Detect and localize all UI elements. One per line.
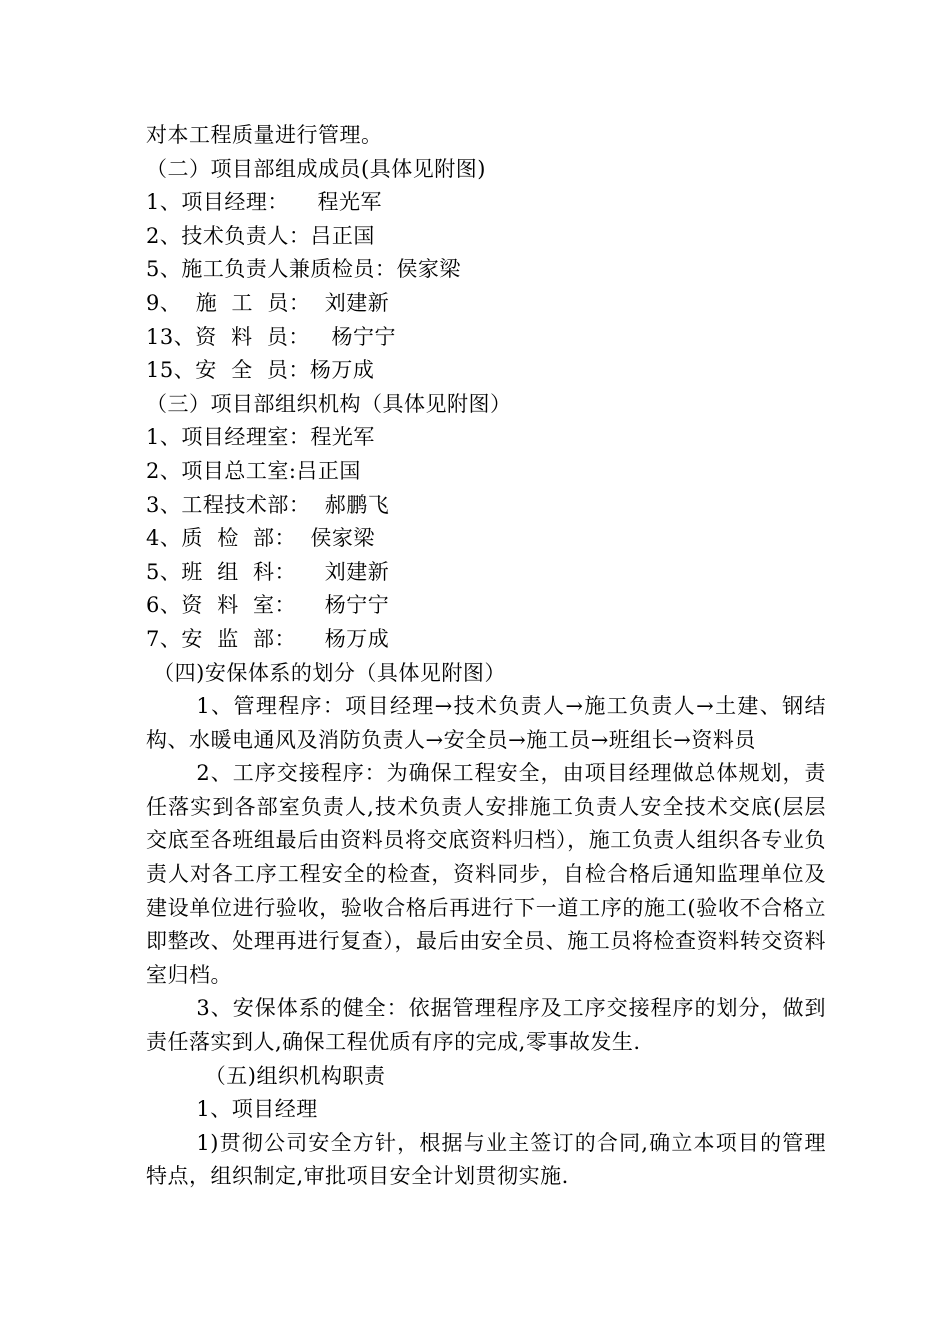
org-line: 6、资 料 室： 杨宁宁 <box>146 593 390 618</box>
paragraph-security-system: 3、安保体系的健全：依据管理程序及工序交接程序的划分，做到责任落实到人,确保工程优质有序的完成,零事故发生. <box>146 996 826 1055</box>
section-heading: （五)组织机构职责 <box>204 1063 386 1088</box>
document-body <box>146 119 826 1194</box>
section-heading: （四)安保体系的划分（具体见附图） <box>146 660 506 685</box>
paragraph-manager-duty: 1)贯彻公司安全方针，根据与业主签订的合同,确立本项目的管理特点，组织制定,审批项目安全计划贯彻实施. <box>146 1130 826 1189</box>
org-line: 4、质 检 部： 侯家梁 <box>146 526 375 551</box>
section-heading: （三）项目部组织机构（具体见附图） <box>146 391 512 416</box>
member-line: 13、资 料 员： 杨宁宁 <box>146 324 396 349</box>
org-line: 1、项目经理室：程光军 <box>146 425 375 450</box>
section-heading: （二）项目部组成成员(具体见附图) <box>146 156 486 181</box>
subsection-heading: 1、项目经理 <box>196 1097 318 1122</box>
org-line: 5、班 组 科： 刘建新 <box>146 559 390 584</box>
member-line: 2、技术负责人：吕正国 <box>146 223 375 248</box>
paragraph-handover-procedure: 2、工序交接程序：为确保工程安全，由项目经理做总体规划，责任落实到各部室负责人,技术负责人安排施工负责人安全技术交底(层层交底至各班组最后由资料员将交底资料归档），施工负责人组织各专业负责人对各工序工程安全的检查，资料同步，自检合格后通知监理单位及建设单位进行验收，验收合格后再进行下一道工序的施工(验收不合格立即整改、处理再进行复查），最后由安全员、施工员将检查资料转交资料室归档。 <box>146 761 826 987</box>
member-line: 15、安 全 员：杨万成 <box>146 358 375 383</box>
member-line: 1、项目经理： 程光军 <box>146 190 383 215</box>
org-line: 2、项目总工室:吕正国 <box>146 458 361 483</box>
org-line: 3、工程技术部： 郝鹏飞 <box>146 492 390 517</box>
org-line: 7、安 监 部： 杨万成 <box>146 626 390 651</box>
text-line: 对本工程质量进行管理。 <box>146 123 383 147</box>
paragraph-management-procedure: 1、管理程序：项目经理→技术负责人→施工负责人→土建、钢结构、水暖电通风及消防负责人→安全员→施工员→班组长→资料员 <box>146 694 826 752</box>
member-line: 5、施工负责人兼质检员：侯家梁 <box>146 257 461 282</box>
member-line: 9、 施 工 员： 刘建新 <box>146 290 390 315</box>
